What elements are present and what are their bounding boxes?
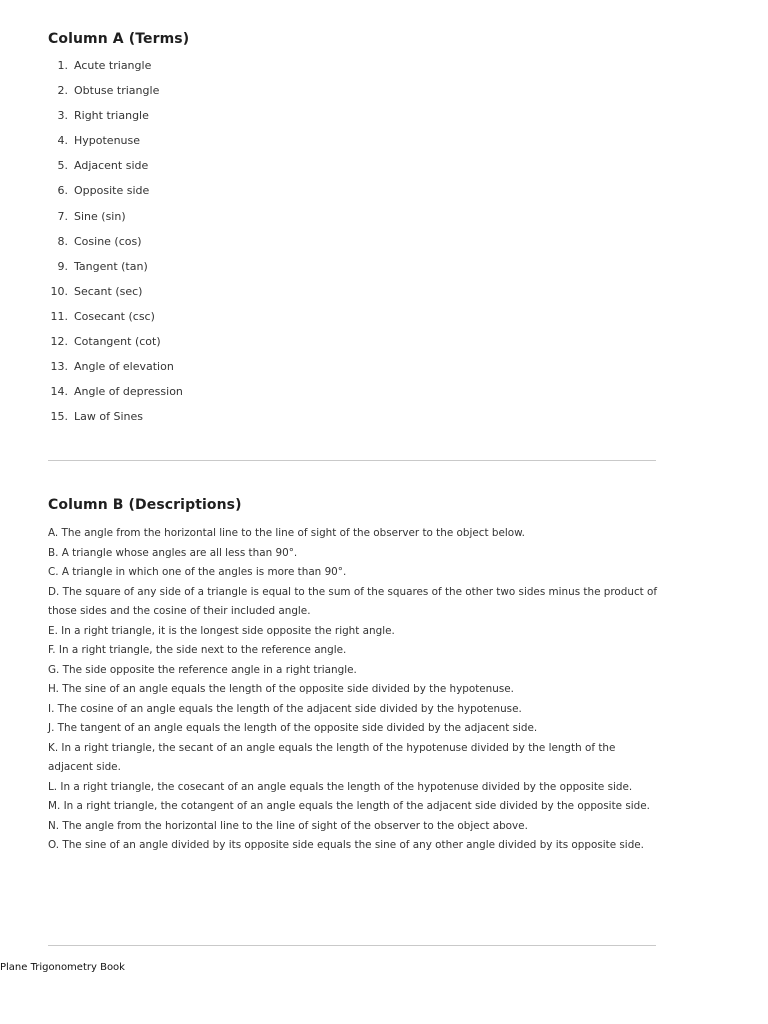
description-item: K. In a right triangle, the secant of an angle equals the length of the hypotenuse divided by the length of the adjacent side. (48, 741, 616, 773)
term-text: Law of Sines (74, 410, 143, 424)
term-number: 11. (50, 309, 68, 323)
descriptions-list (48, 524, 658, 856)
term-number: 3. (57, 109, 68, 123)
term-number: 6. (57, 184, 68, 198)
term-text: Cosine (cos) (74, 234, 142, 248)
description-item: J. The tangent of an angle equals the length of the opposite side divided by the adjacent side. (48, 722, 538, 734)
term-text: Sine (sin) (74, 209, 126, 223)
term-item (46, 358, 183, 383)
term-text: Cosecant (csc) (74, 309, 155, 323)
description-item: M. In a right triangle, the cotangent of an angle equals the length of the adjacent side divided by the opposite side. (48, 800, 650, 812)
description-item: I. The cosine of an angle equals the length of the adjacent side divided by the hypotenuse. (48, 702, 522, 715)
term-item (46, 82, 183, 107)
term-number: 12. (50, 335, 68, 349)
term-item (46, 333, 183, 358)
term-text: Obtuse triangle (74, 84, 160, 98)
term-number: 8. (57, 234, 68, 248)
term-text: Cotangent (cot) (74, 335, 161, 349)
section-divider (48, 945, 656, 946)
term-text: Opposite side (74, 184, 150, 198)
term-item (46, 283, 183, 308)
term-text: Angle of depression (74, 385, 183, 399)
term-item (46, 157, 183, 182)
term-text: Adjacent side (74, 159, 149, 173)
description-item: N. The angle from the horizontal line to the line of sight of the observer to the object above. (48, 819, 528, 832)
term-number: 9. (57, 259, 68, 273)
term-number: 2. (57, 84, 68, 98)
term-text: Acute triangle (74, 59, 152, 72)
term-number: 14. (50, 385, 68, 399)
description-item: L. In a right triangle, the cosecant of an angle equals the length of the hypotenuse divided by the opposite side. (48, 780, 633, 793)
term-number: 4. (57, 134, 68, 148)
term-item (46, 132, 183, 157)
description-item: O. The sine of an angle divided by its opposite side equals the sine of any other angle divided by its opposite side. (48, 839, 644, 851)
column-b-heading: Column B (Descriptions) (48, 497, 242, 513)
term-number: 10. (50, 284, 68, 298)
description-item: C. A triangle in which one of the angles is more than 90°. (48, 566, 347, 578)
term-text: Tangent (tan) (74, 259, 148, 273)
term-number: 13. (50, 360, 68, 374)
description-item: G. The side opposite the reference angle in a right triangle. (48, 663, 357, 676)
description-item: D. The square of any side of a triangle is equal to the sum of the squares of the other two sides minus the product of those sides and the cosine of their included angle. (48, 585, 658, 617)
description-item: A. The angle from the horizontal line to the line of sight of the observer to the object below. (48, 527, 525, 539)
term-item (46, 308, 183, 333)
term-number: 5. (57, 159, 68, 173)
term-item (46, 408, 183, 433)
column-a-heading: Column A (Terms) (48, 31, 190, 47)
description-item: F. In a right triangle, the side next to the reference angle. (48, 644, 347, 656)
terms-list (46, 57, 183, 433)
description-item: E. In a right triangle, it is the longest side opposite the right angle. (48, 624, 395, 637)
footer-text: Plane Trigonometry Book (0, 962, 125, 973)
term-number: 15. (50, 410, 68, 424)
term-item (46, 258, 183, 283)
description-item: H. The sine of an angle equals the length of the opposite side divided by the hypotenuse. (48, 683, 514, 695)
term-text: Hypotenuse (74, 134, 141, 148)
term-text: Angle of elevation (74, 360, 174, 374)
term-item (46, 107, 183, 132)
term-number: 7. (57, 209, 68, 223)
term-text: Secant (sec) (74, 284, 143, 298)
term-text: Right triangle (74, 109, 149, 123)
term-item (46, 208, 183, 233)
description-item: B. A triangle whose angles are all less than 90°. (48, 546, 298, 559)
term-item (46, 383, 183, 408)
term-item (46, 57, 183, 82)
term-item (46, 233, 183, 258)
term-item (46, 182, 183, 207)
term-number: 1. (57, 59, 68, 72)
section-divider (48, 460, 656, 461)
